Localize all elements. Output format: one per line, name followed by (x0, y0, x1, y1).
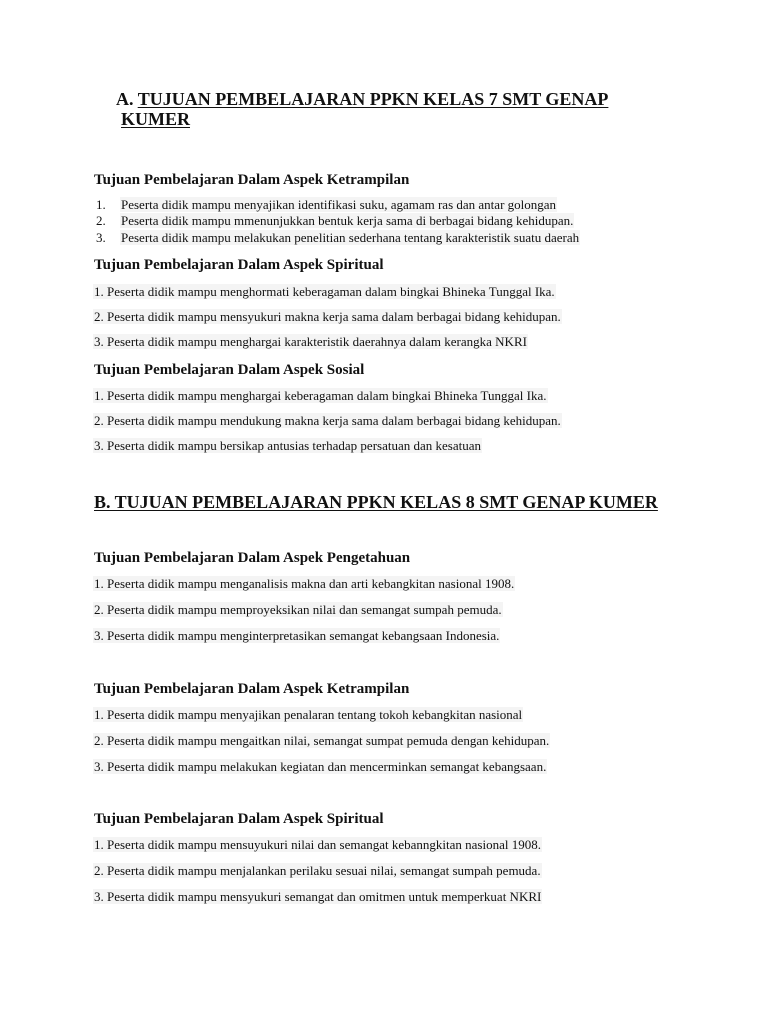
section-b-spiritual-heading: Tujuan Pembelajaran Dalam Aspek Spiritual (94, 811, 384, 827)
list-item: 3. Peserta didik mampu melakukan kegiatan dan mencerminkan semangat kebangsaan. (94, 759, 547, 774)
section-a-letter: A. (116, 89, 134, 109)
list-item: 3. Peserta didik mampu menghargai karakteristik daerahnya dalam kerangka NKRI (94, 334, 527, 349)
list-item: 1. Peserta didik mampu menghargai keberagaman dalam bingkai Bhineka Tunggal Ika. (94, 388, 547, 403)
list-item: 1. Peserta didik mampu mensuyukuri nilai dan semangat kebanngkitan nasional 1908. (94, 837, 541, 852)
list-item: 2. Peserta didik mampu menjalankan perilaku sesuai nilai, semangat sumpah pemuda. (94, 863, 541, 878)
section-a-ketrampilan-heading: Tujuan Pembelajaran Dalam Aspek Ketrampilan (94, 172, 410, 188)
list-item: 2. Peserta didik mampu memproyeksikan nilai dan semangat sumpah pemuda. (94, 602, 502, 617)
section-a-sosial-heading: Tujuan Pembelajaran Dalam Aspek Sosial (94, 362, 365, 378)
section-a-title-line1: TUJUAN PEMBELAJARAN PPKN KELAS 7 SMT GENAP (137, 89, 609, 109)
section-a-title-line2-wrap (121, 108, 190, 130)
section-b-ketrampilan-heading: Tujuan Pembelajaran Dalam Aspek Ketrampilan (94, 681, 410, 697)
list-item: 2. Peserta didik mampu mengaitkan nilai, semangat sumpat pemuda dengan kehidupan. (94, 733, 550, 748)
list-item: 2. Peserta didik mampu mensyukuri makna kerja sama dalam berbagai bidang kehidupan. (94, 309, 561, 324)
list-item: 1. Peserta didik mampu menganalisis makna dan arti kebangkitan nasional 1908. (94, 576, 515, 591)
list-item: 1. Peserta didik mampu menyajikan identifikasi suku, agamam ras dan antar golongan (96, 197, 557, 212)
list-item: 3. Peserta didik mampu mensyukuri semangat dan omitmen untuk memperkuat NKRI (94, 889, 542, 904)
list-item: 3. Peserta didik mampu menginterpretasikan semangat kebangsaan Indonesia. (94, 628, 500, 643)
section-b-title: B. TUJUAN PEMBELAJARAN PPKN KELAS 8 SMT GENAP KUMER (94, 492, 658, 512)
list-item: 1. Peserta didik mampu menghormati keberagaman dalam bingkai Bhineka Tunggal Ika. (94, 284, 555, 299)
list-item: 3. Peserta didik mampu melakukan penelitian sederhana tentang karakteristik suatu daerah (96, 230, 580, 245)
section-a-title-line2: KUMER (121, 109, 190, 129)
list-item: 1. Peserta didik mampu menyajikan penalaran tentang tokoh kebangkitan nasional (94, 707, 523, 722)
section-a-spiritual-heading: Tujuan Pembelajaran Dalam Aspek Spiritual (94, 257, 384, 273)
list-item: 2. Peserta didik mampu mmenunjukkan bentuk kerja sama di berbagai bidang kehidupan. (96, 213, 574, 228)
list-item: 3. Peserta didik mampu bersikap antusias terhadap persatuan dan kesatuan (94, 438, 481, 453)
list-item: 2. Peserta didik mampu mendukung makna kerja sama dalam berbagai bidang kehidupan. (94, 413, 561, 428)
section-a-title (116, 88, 608, 110)
section-b-pengetahuan-heading: Tujuan Pembelajaran Dalam Aspek Pengetahuan (94, 550, 411, 566)
